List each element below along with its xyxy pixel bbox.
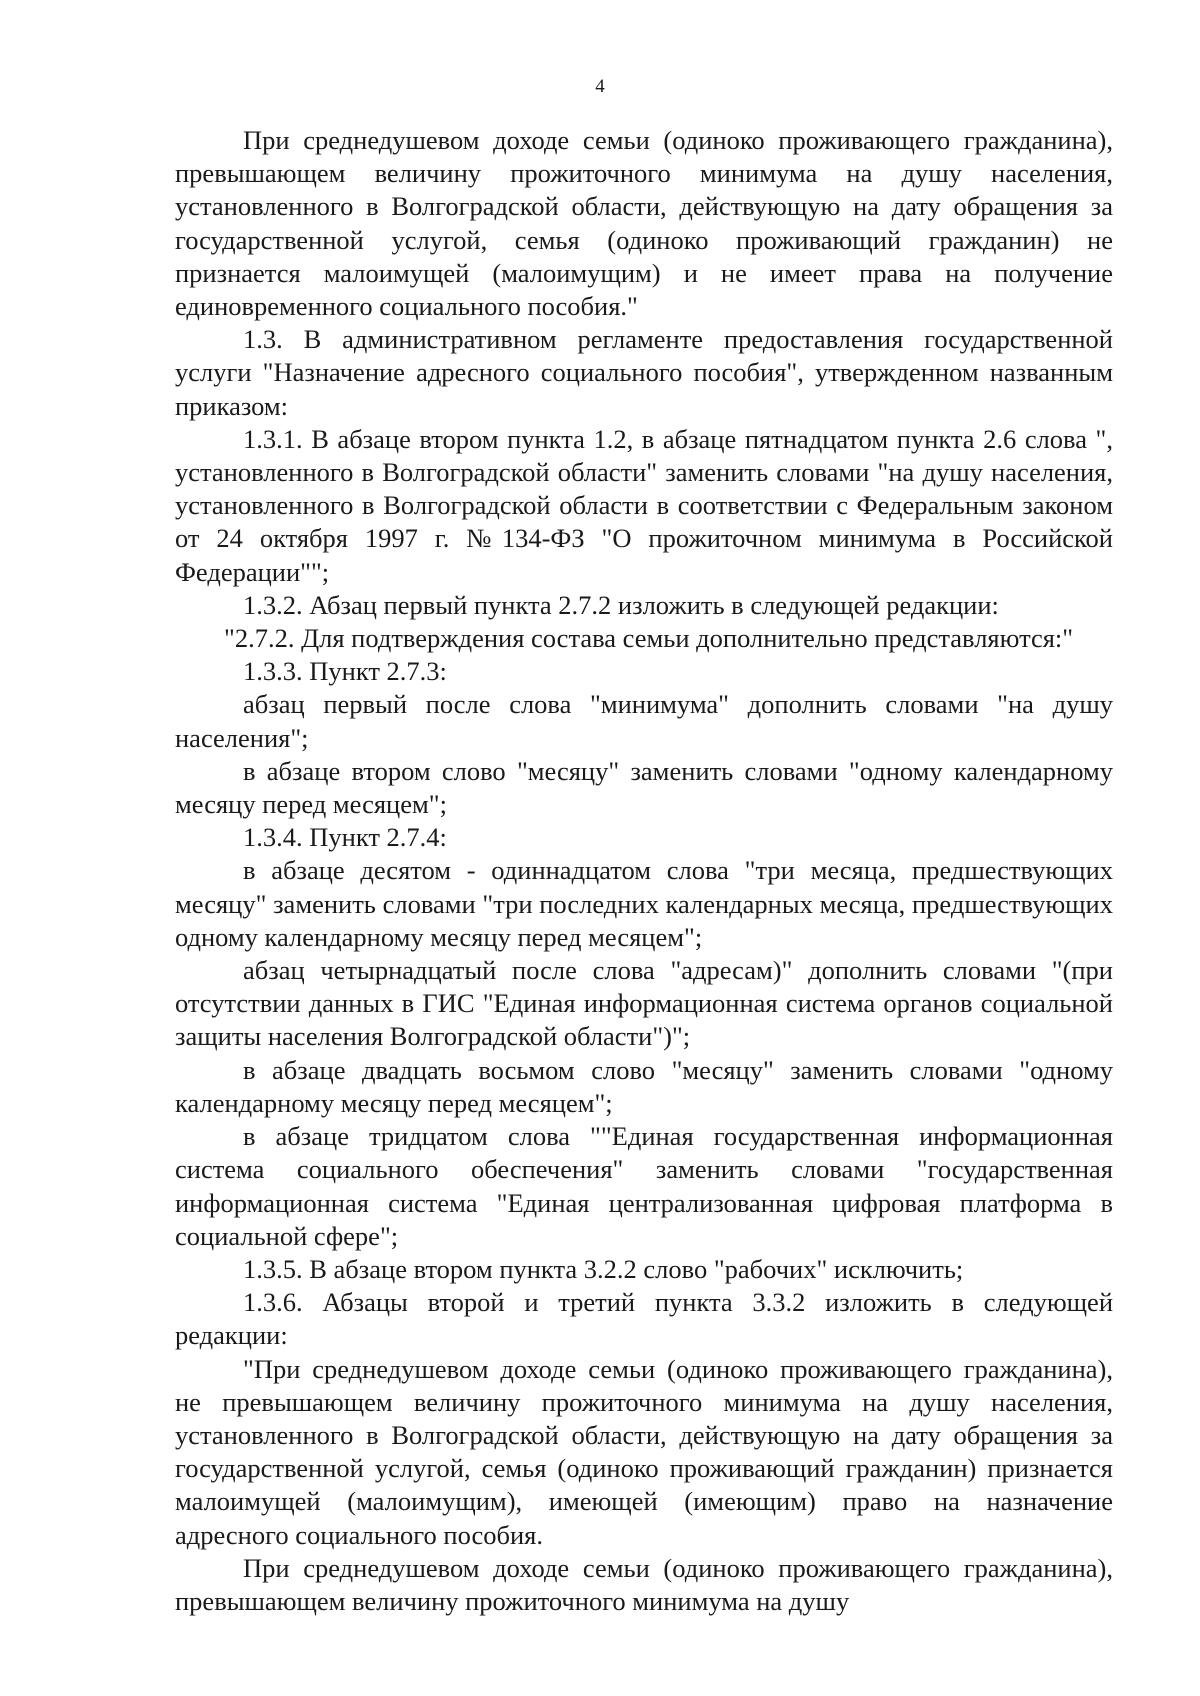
paragraph: в абзаце десятом - одиннадцатом слова "три месяца, предшествующих месяцу" заменить словами "три последних календарных месяца, предшествующих одному календарному месяцу перед месяцем"; <box>175 855 1113 952</box>
paragraph: абзац первый после слова "минимума" дополнить словами "на душу населения"; <box>175 689 1113 753</box>
paragraph: При среднедушевом доходе семьи (одиноко проживающего гражданина), превышающем величину прожиточного минимума на душу <box>175 1552 1113 1616</box>
paragraph: абзац четырнадцатый после слова "адресам)" дополнить словами "(при отсутствии данных в ГИС "Единая информационная система органов социальной защиты населения Волгоградской области")"; <box>175 955 1113 1052</box>
page-number: 4 <box>595 76 605 97</box>
paragraph: 1.3.6. Абзацы второй и третий пункта 3.3.2 изложить в следующей редакции: <box>175 1287 1113 1351</box>
paragraph: в абзаце втором слово "месяцу" заменить словами "одному календарному месяцу перед месяцем"; <box>175 755 1113 820</box>
paragraph: в абзаце двадцать восьмом слово "месяцу" заменить словами "одному календарному месяцу перед месяцем"; <box>175 1054 1113 1118</box>
paragraph: 1.3.2. Абзац первый пункта 2.7.2 изложить в следующей редакции: <box>243 589 999 620</box>
paragraph: "При среднедушевом доходе семьи (одиноко проживающего гражданина), не превышающем величину прожиточного минимума на душу населения, установленного в Волгоградской области, действующую на дату обращения за государственной услугой, семья (одиноко проживающий гражданин) признается малоимущей (малоимущим), имеющей (имеющим) право на назначение адресного социального пособия. <box>175 1353 1113 1550</box>
paragraph: 1.3.1. В абзаце втором пункта 1.2, в абзаце пятнадцатом пункта 2.6 слова ", установленного в Волгоградской области" заменить словами "на душу населения, установленного в Волгоградской области в соответствии с Федеральным законом от 24 октября 1997 г. №134-ФЗ "О прожиточном минимума в Российской Федерации""; <box>175 423 1113 587</box>
document-body <box>175 124 1113 1618</box>
paragraph: 1.3.4. Пункт 2.7.4: <box>243 822 447 853</box>
paragraph: 1.3.3. Пункт 2.7.3: <box>243 656 447 687</box>
paragraph: в абзаце тридцатом слова ""Единая государственная информационная система социального обеспечения" заменить словами "государственная информационная система "Единая централизованная цифровая платформа в социальной сфере"; <box>175 1121 1113 1251</box>
paragraph: 1.3.5. В абзаце втором пункта 3.2.2 слово "рабочих" исключить; <box>243 1253 964 1284</box>
paragraph: При среднедушевом доходе семьи (одиноко проживающего гражданина), превышающем величину прожиточного минимума на душу населения, установленного в Волгоградской области, действующую на дату обращения за государственной услугой, семья (одиноко проживающий гражданин) не признается малоимущей (малоимущим) и не имеет права на получение единовременного социального пособия." <box>175 125 1113 322</box>
paragraph: 1.3. В административном регламенте предоставления государственной услуги "Назначение адресного социального пособия", утвержденном названным приказом: <box>175 324 1113 421</box>
paragraph: "2.7.2. Для подтверждения состава семьи дополнительно представляются:" <box>224 623 1074 654</box>
